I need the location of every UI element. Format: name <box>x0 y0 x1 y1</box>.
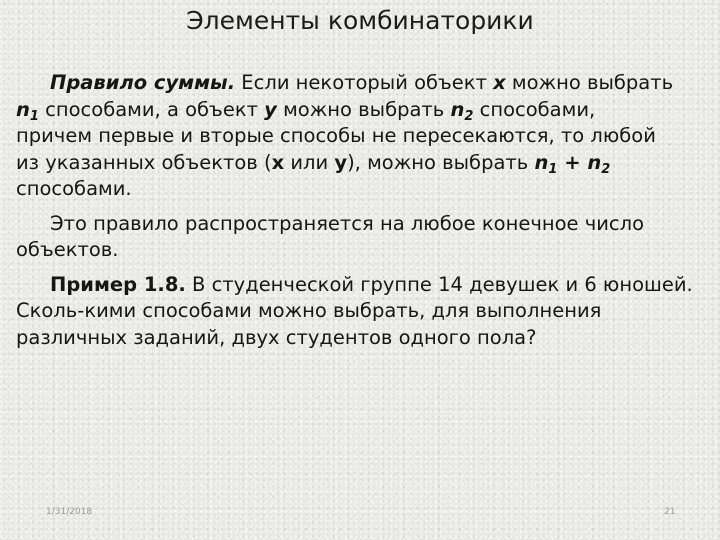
rule-line-3: причем первые и вторые способы не пересекаются, то любой <box>16 124 656 147</box>
rule-line-2: $n_1$ способами, а объект y можно выбрать $n_2$ способами, <box>16 97 596 124</box>
example-paragraph <box>16 272 716 352</box>
example-line-3: различных заданий, двух студентов одного пола? <box>16 325 537 349</box>
var-y: y <box>264 97 277 121</box>
sum-rule-paragraph <box>16 70 716 203</box>
var-x: x <box>493 71 506 94</box>
var-x-bold: x <box>271 150 285 174</box>
rule-line-5: способами. <box>16 177 132 200</box>
slide-title: Элементы комбинаторики <box>186 6 534 35</box>
slide-content <box>16 70 716 351</box>
extension-paragraph <box>16 211 716 264</box>
rule-line-1: Правило суммы. Если некоторый объект x можно выбрать <box>50 71 674 94</box>
var-n1: $n_1$ <box>16 97 39 124</box>
extension-line-1: Это правило распространяется на любое конечное число <box>50 211 645 235</box>
sum-expression: $n_1 + n_2$ <box>534 150 611 177</box>
var-y-bold: y <box>334 150 348 174</box>
rule-line-4: из указанных объектов (x или y), можно выбрать $n_1 + n_2$ <box>16 150 611 177</box>
example-line-2: Сколь-кими способами можно выбрать, для выполнения <box>16 299 602 322</box>
rule-term: Правило суммы. <box>50 71 236 94</box>
example-label: Пример 1.8. <box>50 272 186 296</box>
page-number: 21 <box>664 507 676 517</box>
footer-date: 1/31/2018 <box>46 507 93 517</box>
var-n2: $n_2$ <box>450 97 474 124</box>
example-line-1: Пример 1.8. В студенческой группе 14 девушек и 6 юношей. <box>50 272 693 296</box>
extension-line-2: объектов. <box>16 238 119 261</box>
